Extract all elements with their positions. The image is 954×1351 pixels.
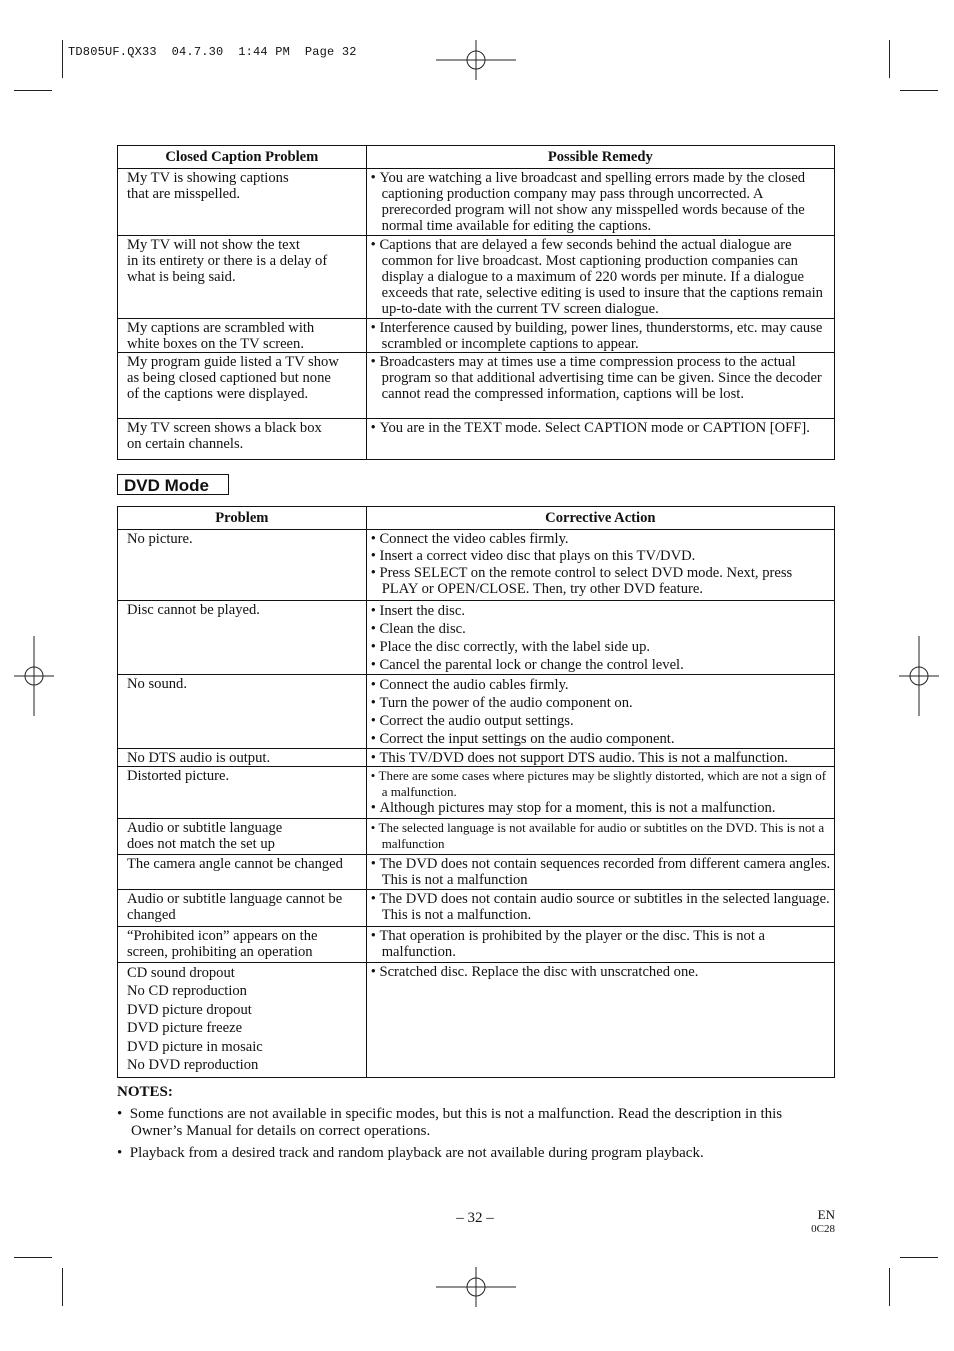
registration-mark-top [436, 40, 516, 80]
remedy-text: • Scratched disc. Replace the disc with unscratched one. [371, 964, 831, 980]
remedy-text: • Connect the audio cables firmly. [371, 676, 831, 694]
remedy-text: • The DVD does not contain audio source or subtitles in the selected language. This is not a malfunction. [371, 891, 831, 923]
table-row [118, 675, 835, 749]
problem-text: My program guide listed a TV show as being closed captioned but none of the captions were displayed. [127, 354, 339, 402]
table-row [118, 819, 835, 855]
problem-text: My TV screen shows a black box on certain channels. [127, 420, 322, 452]
caption-table [117, 145, 835, 460]
remedy-text: • Cancel the parental lock or change the control level. [371, 656, 831, 674]
remedy-text: • Interference caused by building, power lines, thunderstorms, etc. may cause scrambled or incomplete captions to appear. [371, 320, 831, 352]
remedy-text: • The DVD does not contain sequences recorded from different camera angles. This is not a malfunction [371, 856, 831, 888]
registration-mark-bottom [436, 1267, 516, 1307]
table-row [118, 890, 835, 927]
print-slug: TD805UF.QX33 04.7.30 1:44 PM Page 32 [68, 45, 357, 59]
remedy-text: • Place the disc correctly, with the label side up. [371, 638, 831, 656]
crop-mark [900, 1257, 938, 1258]
table-row [118, 767, 835, 819]
problem-text: My TV will not show the text in its entirety or there is a delay of what is being said. [127, 237, 328, 285]
table-header-row [118, 146, 835, 169]
language-code [795, 1208, 835, 1236]
problem-text: The camera angle cannot be changed [127, 856, 343, 872]
remedy-text: • This TV/DVD does not support DTS audio. This is not a malfunction. [371, 750, 831, 766]
table-row [118, 855, 835, 890]
table-row [118, 530, 835, 601]
note-item: • Playback from a desired track and random playback are not available during program playback. [117, 1145, 831, 1162]
column-header-problem: Problem [118, 507, 367, 530]
problem-text: Disc cannot be played. [127, 602, 260, 618]
table-row [118, 353, 835, 419]
remedy-text: • Correct the input settings on the audio component. [371, 730, 831, 748]
remedy-text: • Insert a correct video disc that plays on this TV/DVD. [371, 548, 831, 565]
remedy-text: • Although pictures may stop for a moment, this is not a malfunction. [371, 800, 831, 816]
crop-mark [889, 1268, 890, 1306]
crop-mark [900, 90, 938, 91]
registration-mark-left [14, 636, 54, 716]
problem-text: Distorted picture. [127, 768, 230, 784]
remedy-text: • Insert the disc. [371, 602, 831, 620]
remedy-text: • You are watching a live broadcast and spelling errors made by the closed captioning production company may pass through uncorrected. A prerecorded program will not show any misspelled words because of the normal time available for editing the captions. [371, 170, 831, 234]
registration-mark-right [899, 636, 939, 716]
problem-text: No DTS audio is output. [127, 750, 271, 766]
language-label: EN [817, 1207, 835, 1222]
table-row [118, 419, 835, 460]
remedy-text: • Turn the power of the audio component on. [371, 694, 831, 712]
problem-text: My TV is showing captions that are misspelled. [127, 170, 289, 202]
table-row [118, 601, 835, 675]
table-row [118, 236, 835, 319]
table-row [118, 749, 835, 767]
table-header-row [118, 507, 835, 530]
remedy-text: • You are in the TEXT mode. Select CAPTION mode or CAPTION [OFF]. [371, 420, 831, 436]
crop-mark [14, 90, 52, 91]
dvd-table [117, 506, 835, 1078]
remedy-text: • That operation is prohibited by the player or the disc. This is not a malfunction. [371, 928, 831, 960]
notes-title: NOTES: [117, 1084, 173, 1100]
remedy-text: • Connect the video cables firmly. [371, 531, 831, 548]
page-number: – 32 – [456, 1210, 494, 1226]
table-row [118, 927, 835, 963]
remedy-text: • Broadcasters may at times use a time compression process to the actual program so that additional advertising time can be given. Since the decoder cannot read the compressed information, captions will be lost. [371, 354, 831, 402]
remedy-text: • Press SELECT on the remote control to select DVD mode. Next, press PLAY or OPEN/CLOSE. Then, try other DVD feature. [371, 565, 831, 597]
column-header-action: Corrective Action [366, 507, 834, 530]
note-item: • Some functions are not available in specific modes, but this is not a malfunction. Read the description in this Owner’s Manual for details on correct operations. [117, 1106, 831, 1140]
crop-mark [62, 1268, 63, 1306]
crop-mark [14, 1257, 52, 1258]
remedy-text: • The selected language is not available for audio or subtitles on the DVD. This is not a malfunction [371, 820, 831, 852]
crop-mark [889, 40, 890, 78]
column-header-remedy: Possible Remedy [366, 146, 834, 169]
remedy-text: • Captions that are delayed a few seconds behind the actual dialogue are common for live broadcast. Most captioning production companies can display a dialogue to a maximum of 220 words per minute. If a dialogue exceeds that rate, selective editing is used to insure that the captions remain up-to-date with the current TV screen dialogue. [371, 237, 831, 317]
section-title: DVD Mode [117, 474, 229, 495]
crop-mark [62, 40, 63, 78]
problem-text: “Prohibited icon” appears on the screen, prohibiting an operation [127, 928, 318, 960]
problem-text: No sound. [127, 676, 187, 692]
table-row [118, 319, 835, 353]
problem-text: No picture. [127, 531, 193, 547]
column-header-problem: Closed Caption Problem [118, 146, 367, 169]
table-row [118, 963, 835, 1078]
problem-text: My captions are scrambled with white boxes on the TV screen. [127, 320, 315, 352]
document-code: 0C28 [811, 1223, 835, 1235]
remedy-text: • There are some cases where pictures may be slightly distorted, which are not a sign of a malfunction. [371, 768, 831, 800]
remedy-text: • Clean the disc. [371, 620, 831, 638]
problem-text: Audio or subtitle language cannot be changed [127, 891, 343, 923]
problem-text: Audio or subtitle language does not match the set up [127, 820, 283, 852]
remedy-text: • Correct the audio output settings. [371, 712, 831, 730]
table-row [118, 169, 835, 236]
problem-text: CD sound dropout No CD reproduction DVD picture dropout DVD picture freeze DVD picture in mosaic No DVD reproduction [127, 965, 263, 1074]
